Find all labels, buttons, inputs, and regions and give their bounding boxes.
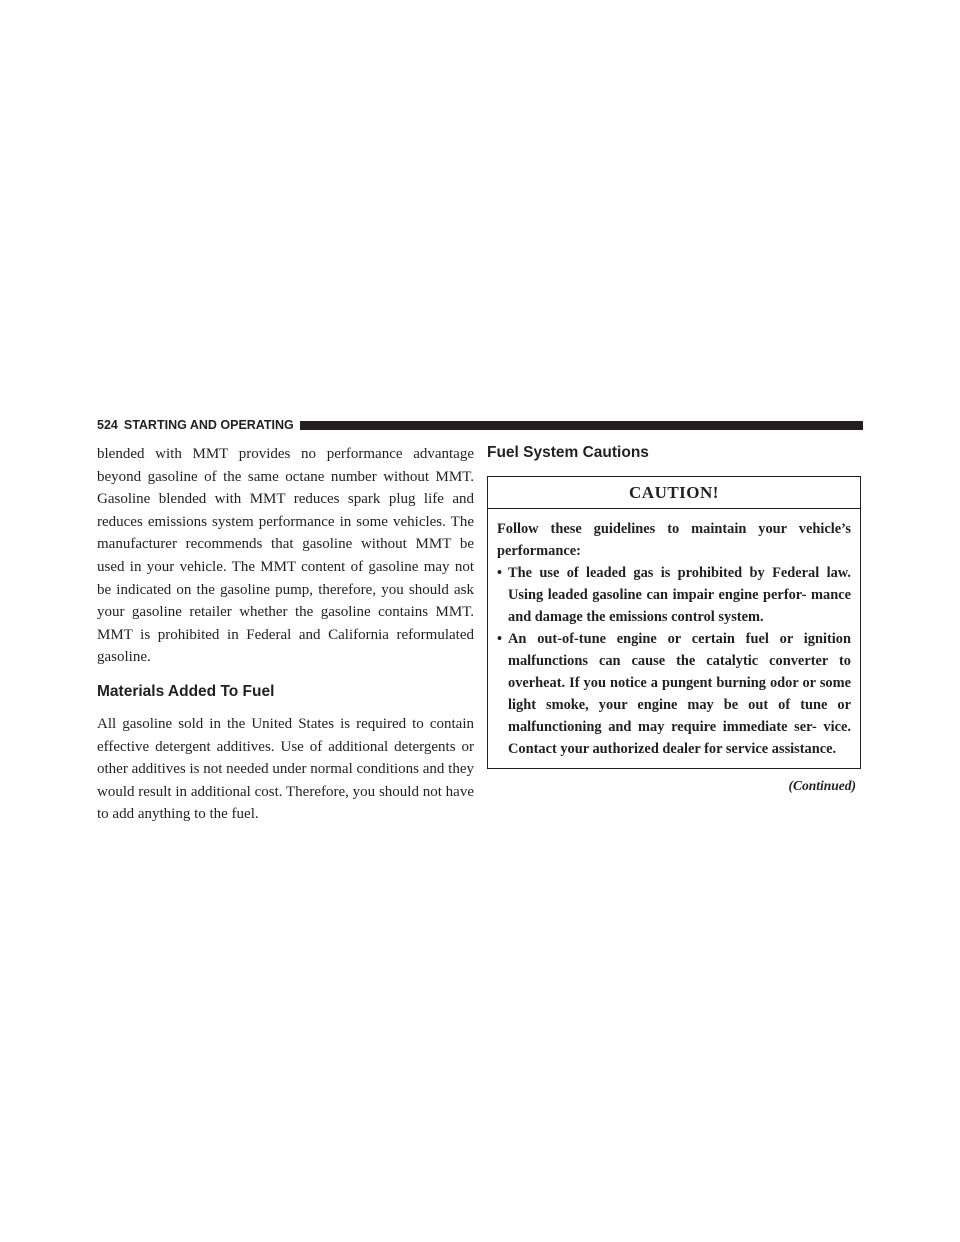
page-header xyxy=(97,417,863,433)
caution-list xyxy=(497,562,851,760)
caution-box xyxy=(487,476,861,769)
bullet-text: The use of leaded gas is prohibited by Federal law. Using leaded gasoline can impair engine perfor- mance and damage the emissions control system. xyxy=(508,565,851,625)
caution-body xyxy=(488,509,860,768)
caution-intro: Follow these guidelines to maintain your vehicle’s performance: xyxy=(497,521,851,559)
materials-paragraph: All gasoline sold in the United States is required to contain effective detergent additives. Use of additional detergents or other additives is not needed under normal conditions and they would result in additional cost. Therefore, you should not have to add anything to the fuel. xyxy=(97,715,474,823)
page-number: 524 xyxy=(97,418,118,432)
fuel-system-heading: Fuel System Cautions xyxy=(487,444,649,461)
list-item xyxy=(497,562,851,628)
materials-heading: Materials Added To Fuel xyxy=(97,682,275,700)
bullet-icon: • xyxy=(497,631,503,647)
bullet-icon: • xyxy=(497,565,503,581)
list-item xyxy=(497,628,851,760)
section-title: STARTING AND OPERATING xyxy=(123,418,294,432)
right-column xyxy=(487,443,864,794)
mmt-paragraph: blended with MMT provides no performance advantage beyond gasoline of the same octane number without MMT. Gasoline blended with MMT reduces spark plug life and reduces emissions system performance in some vehicles. The manufacturer recommends that gasoline without MMT be used in your vehicle. The MMT content of gasoline may not be indicated on the gasoline pump, therefore, you should ask your gasoline retailer whether the gasoline contains MMT. MMT is prohibited in Federal and California reformulated gasoline. xyxy=(97,446,474,666)
header-rule xyxy=(300,421,863,430)
continued-note: (Continued) xyxy=(788,778,856,793)
caution-title: CAUTION! xyxy=(488,477,860,509)
left-column xyxy=(97,443,474,826)
bullet-text: An out-of-tune engine or certain fuel or ignition malfunctions can cause the catalytic converter to overheat. If you notice a pungent burning odor or some light smoke, your engine may be out of tune or malfunctioning and may require immediate ser- vice. Contact your authorized dealer for service assistance. xyxy=(508,631,851,757)
